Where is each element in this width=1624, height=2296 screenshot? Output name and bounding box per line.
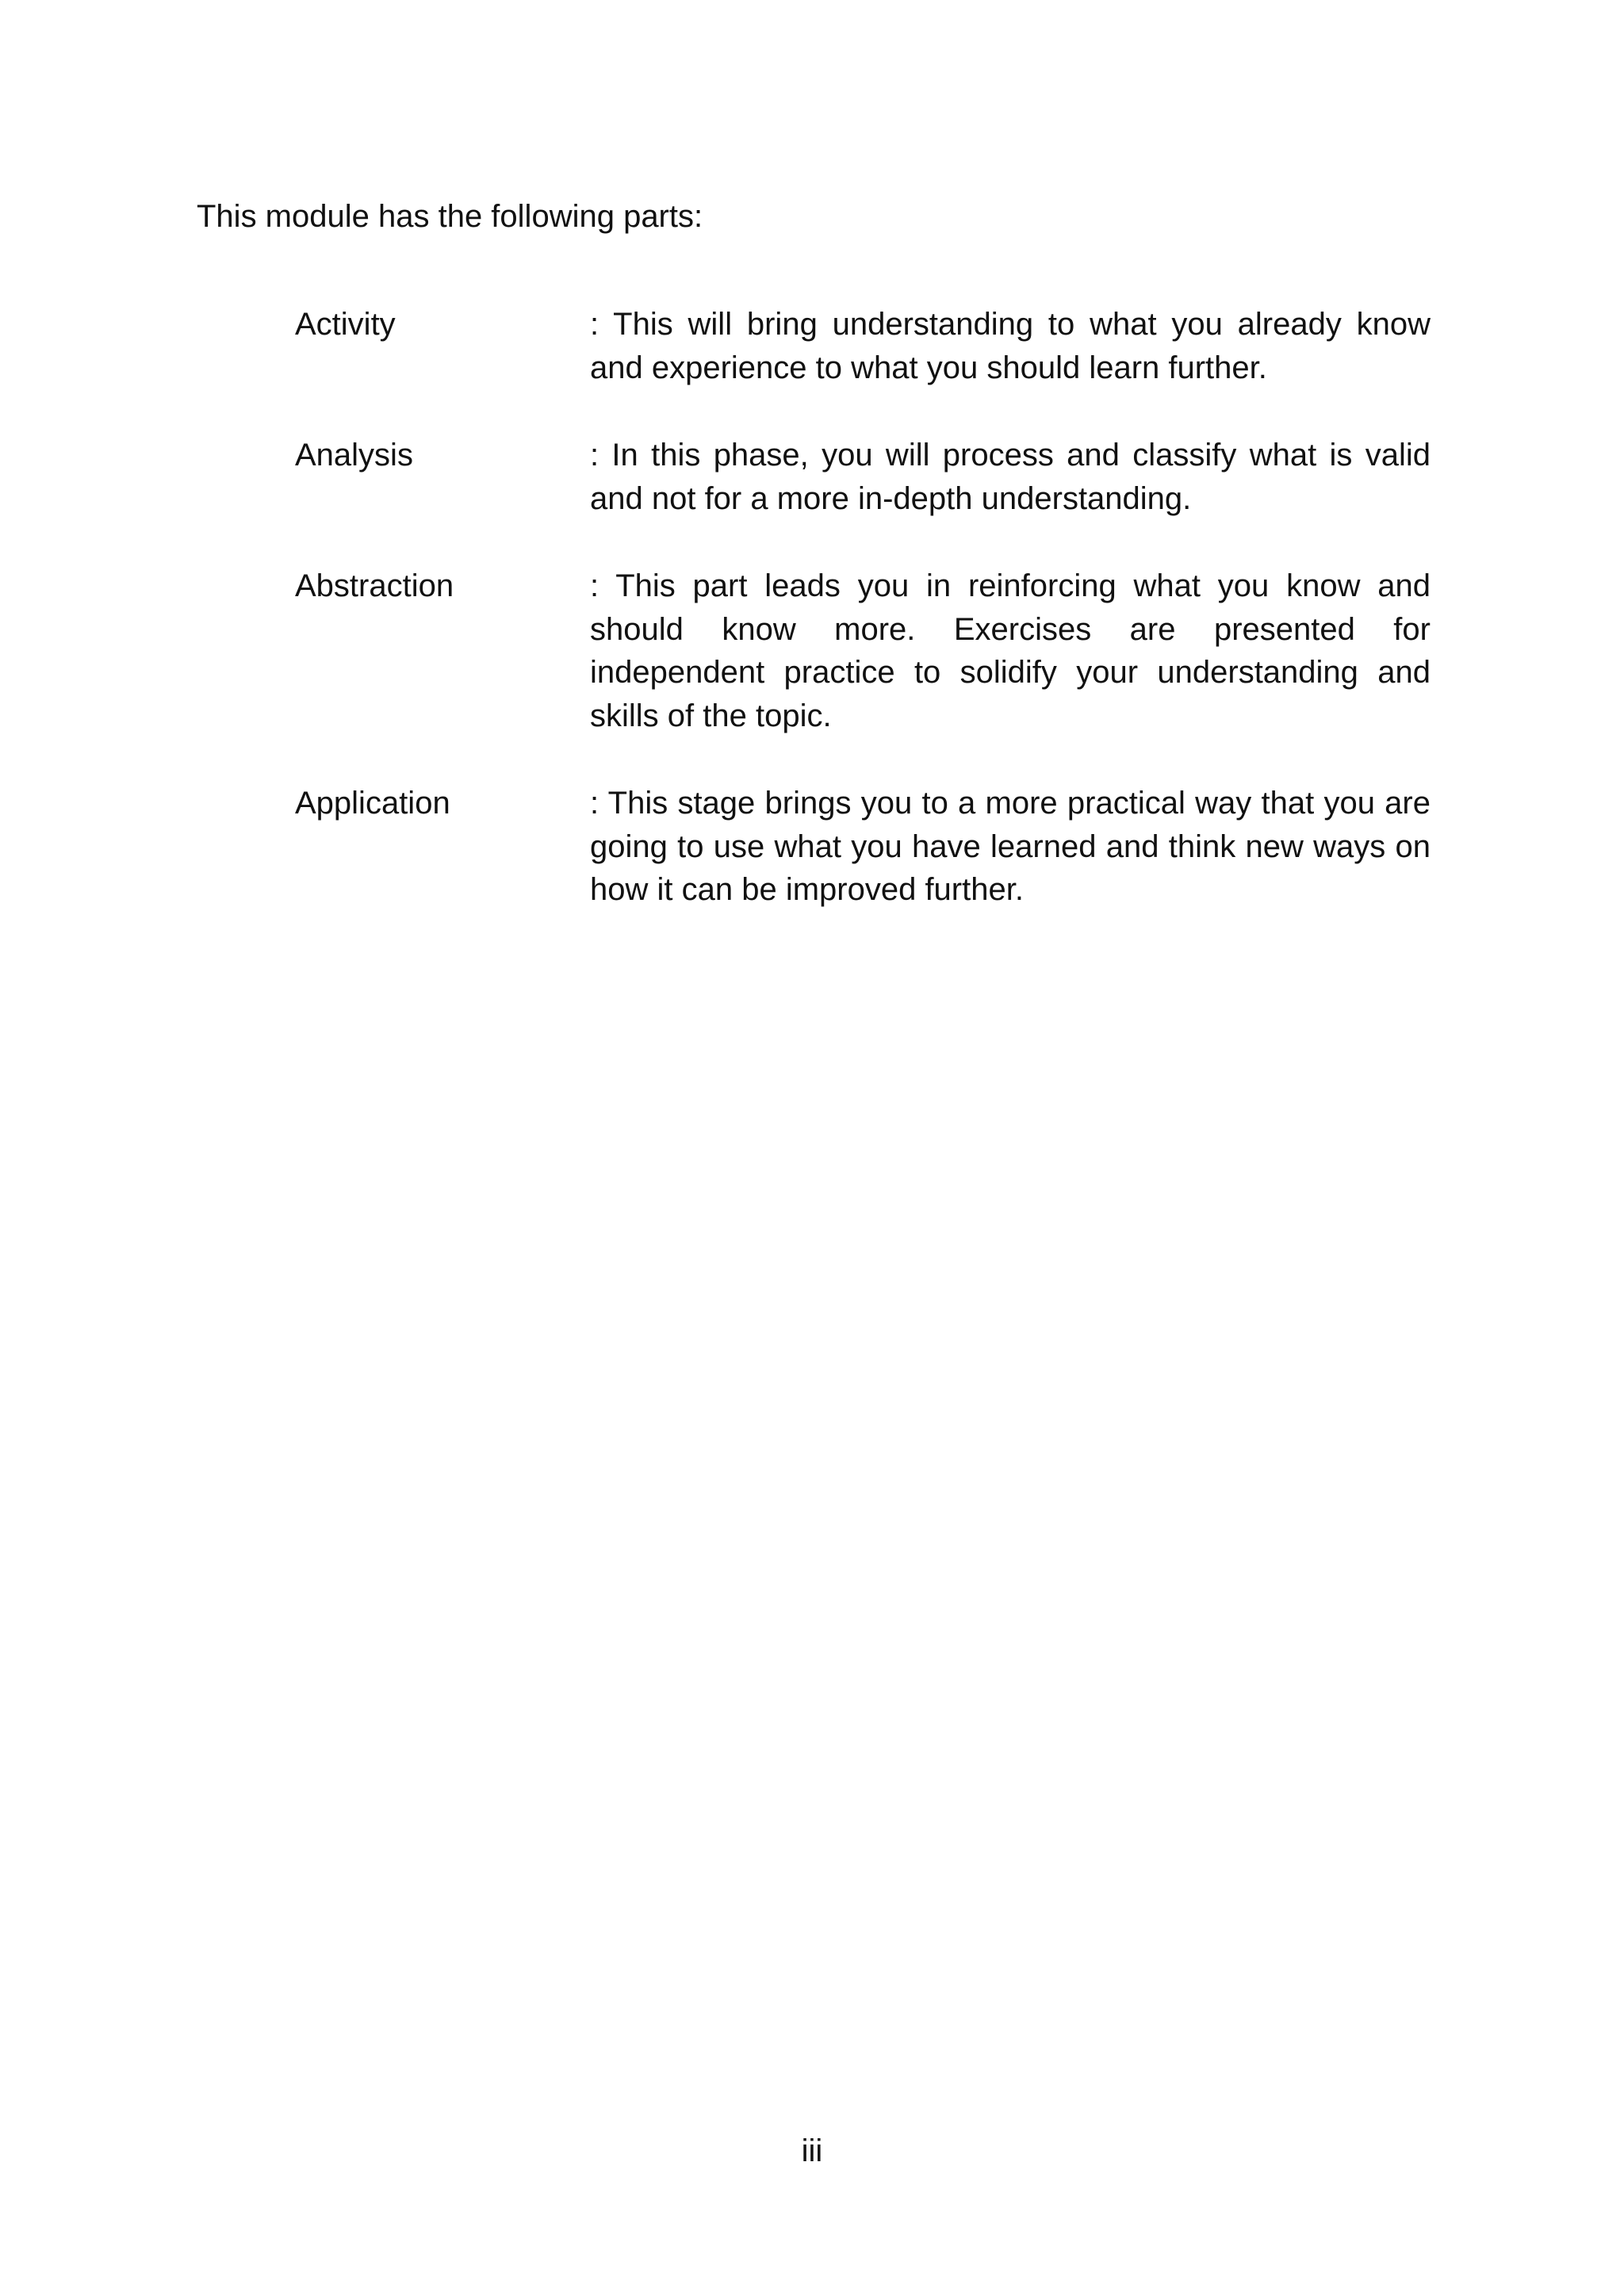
part-item-activity <box>295 303 1431 389</box>
part-description: : This part leads you in reinforcing what you know and should know more. Exercises are presented for independent practice to solidify your understanding and skills of the topic. <box>590 568 1431 733</box>
part-item-analysis <box>295 434 1431 520</box>
part-term: Analysis <box>295 438 413 473</box>
part-term: Application <box>295 786 450 821</box>
part-description: : This stage brings you to a more practical way that you are going to use what you have learned and think new ways on how it can be improved further. <box>590 786 1431 907</box>
part-term: Abstraction <box>295 568 454 603</box>
part-term: Activity <box>295 307 396 342</box>
part-item-abstraction <box>295 564 1431 737</box>
part-description: : In this phase, you will process and classify what is valid and not for a more in-depth understanding. <box>590 438 1431 516</box>
module-parts-list <box>295 303 1431 956</box>
part-item-application <box>295 782 1431 912</box>
intro-text: This module has the following parts: <box>197 199 703 234</box>
page-number: iii <box>801 2133 823 2168</box>
part-description: : This will bring understanding to what you already know and experience to what you should learn further. <box>590 307 1431 385</box>
